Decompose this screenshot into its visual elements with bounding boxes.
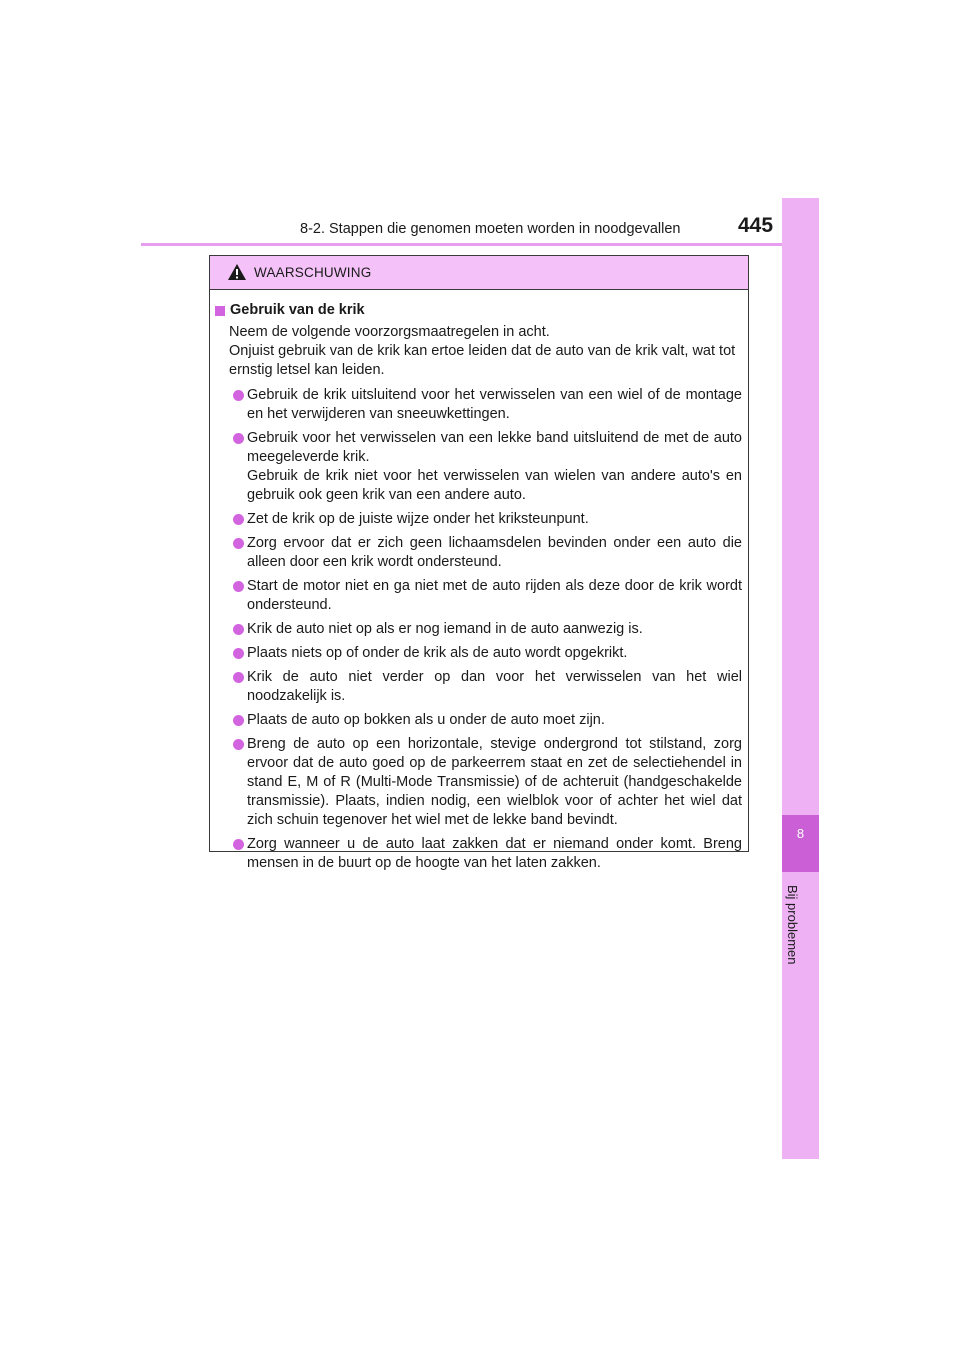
- list-item-text: Plaats de auto op bokken als u onder de auto moet zijn.: [247, 712, 605, 728]
- list-item: [233, 534, 742, 572]
- intro-line: Neem de volgende voorzorgsmaatregelen in acht.: [229, 324, 550, 340]
- list-item-text: Start de motor niet en ga niet met de auto rijden als deze door de krik wordt ondersteund.: [247, 578, 742, 613]
- bullet-dot-icon: [233, 538, 244, 549]
- list-item: [233, 668, 742, 706]
- list-item-text: Plaats niets op of onder de krik als de auto wordt opgekrikt.: [247, 645, 628, 661]
- bullet-dot-icon: [233, 624, 244, 635]
- list-item-text: Gebruik de krik niet voor het verwisselen van wielen van andere auto's en gebruik ook geen krik van een andere auto.: [247, 468, 742, 503]
- bullet-dot-icon: [233, 715, 244, 726]
- list-item-text: Zet de krik op de juiste wijze onder het kriksteunpunt.: [247, 511, 589, 527]
- list-item-text: Breng de auto op een horizontale, stevige ondergrond tot stilstand, zorg ervoor dat de auto goed op de parkeerrem staat en zet de selectiehendel in stand E, M of R (Multi-Mode Transmissie) of de achteruit (handgeschakelde transmissie). Plaats, indien nodig, een wielblok voor of achter het wiel dat zich schuin tegenover het wiel met de lekke band bevindt.: [247, 736, 742, 828]
- intro-line: Onjuist gebruik van de krik kan ertoe leiden dat de auto van de krik valt, wat tot ernstig letsel kan leiden.: [229, 343, 736, 378]
- list-item: [233, 735, 742, 830]
- chapter-side-tab: [782, 198, 819, 1159]
- warning-triangle-icon: [227, 263, 247, 281]
- list-item: [233, 711, 742, 730]
- warning-body: [210, 290, 748, 873]
- warning-box: [209, 255, 749, 871]
- list-item-text: Zorg ervoor dat er zich geen lichaamsdelen bevinden onder een auto die alleen door een krik wordt ondersteund.: [247, 535, 742, 570]
- bullet-dot-icon: [233, 581, 244, 592]
- bullet-dot-icon: [233, 514, 244, 525]
- list-item: [233, 644, 742, 663]
- list-item-text: Krik de auto niet op als er nog iemand in de auto aanwezig is.: [247, 621, 643, 637]
- bullet-dot-icon: [233, 390, 244, 401]
- list-item-text: Krik de auto niet verder op dan voor het verwisselen van het wiel noodzakelijk is.: [247, 669, 742, 704]
- list-item: [233, 429, 742, 505]
- page-number: 445: [738, 214, 774, 237]
- warning-title: WAARSCHUWING: [254, 265, 372, 280]
- intro-text: [229, 323, 742, 380]
- header-divider: [141, 243, 819, 246]
- section-title: 8-2. Stappen die genomen moeten worden in noodgevallen: [300, 221, 681, 237]
- chapter-title: Bij problemen: [785, 885, 800, 965]
- precaution-list: [215, 386, 742, 873]
- sub-heading-text: Gebruik van de krik: [230, 302, 365, 318]
- bullet-dot-icon: [233, 433, 244, 444]
- list-item-text: Zorg wanneer u de auto laat zakken dat er niemand onder komt. Breng mensen in de buurt op de hoogte van het laten zakken.: [247, 836, 742, 871]
- warning-header: [210, 256, 748, 290]
- list-item: [233, 620, 742, 639]
- chapter-number: 8: [796, 826, 805, 841]
- bullet-dot-icon: [233, 739, 244, 750]
- list-item: [233, 510, 742, 529]
- list-item: [233, 577, 742, 615]
- bullet-dot-icon: [233, 648, 244, 659]
- list-item: [233, 835, 742, 873]
- list-item-text: Gebruik de krik uitsluitend voor het verwisselen van een wiel of de montage en het verwijderen van sneeuwkettingen.: [247, 387, 742, 422]
- bullet-dot-icon: [233, 672, 244, 683]
- bullet-dot-icon: [233, 839, 244, 850]
- square-bullet-icon: [215, 306, 225, 316]
- sub-heading: [215, 301, 742, 320]
- list-item-text: Gebruik voor het verwisselen van een lekke band uitsluitend de met de auto meegeleverde krik.: [247, 430, 742, 465]
- chapter-number-box: [782, 815, 819, 872]
- list-item: [233, 386, 742, 424]
